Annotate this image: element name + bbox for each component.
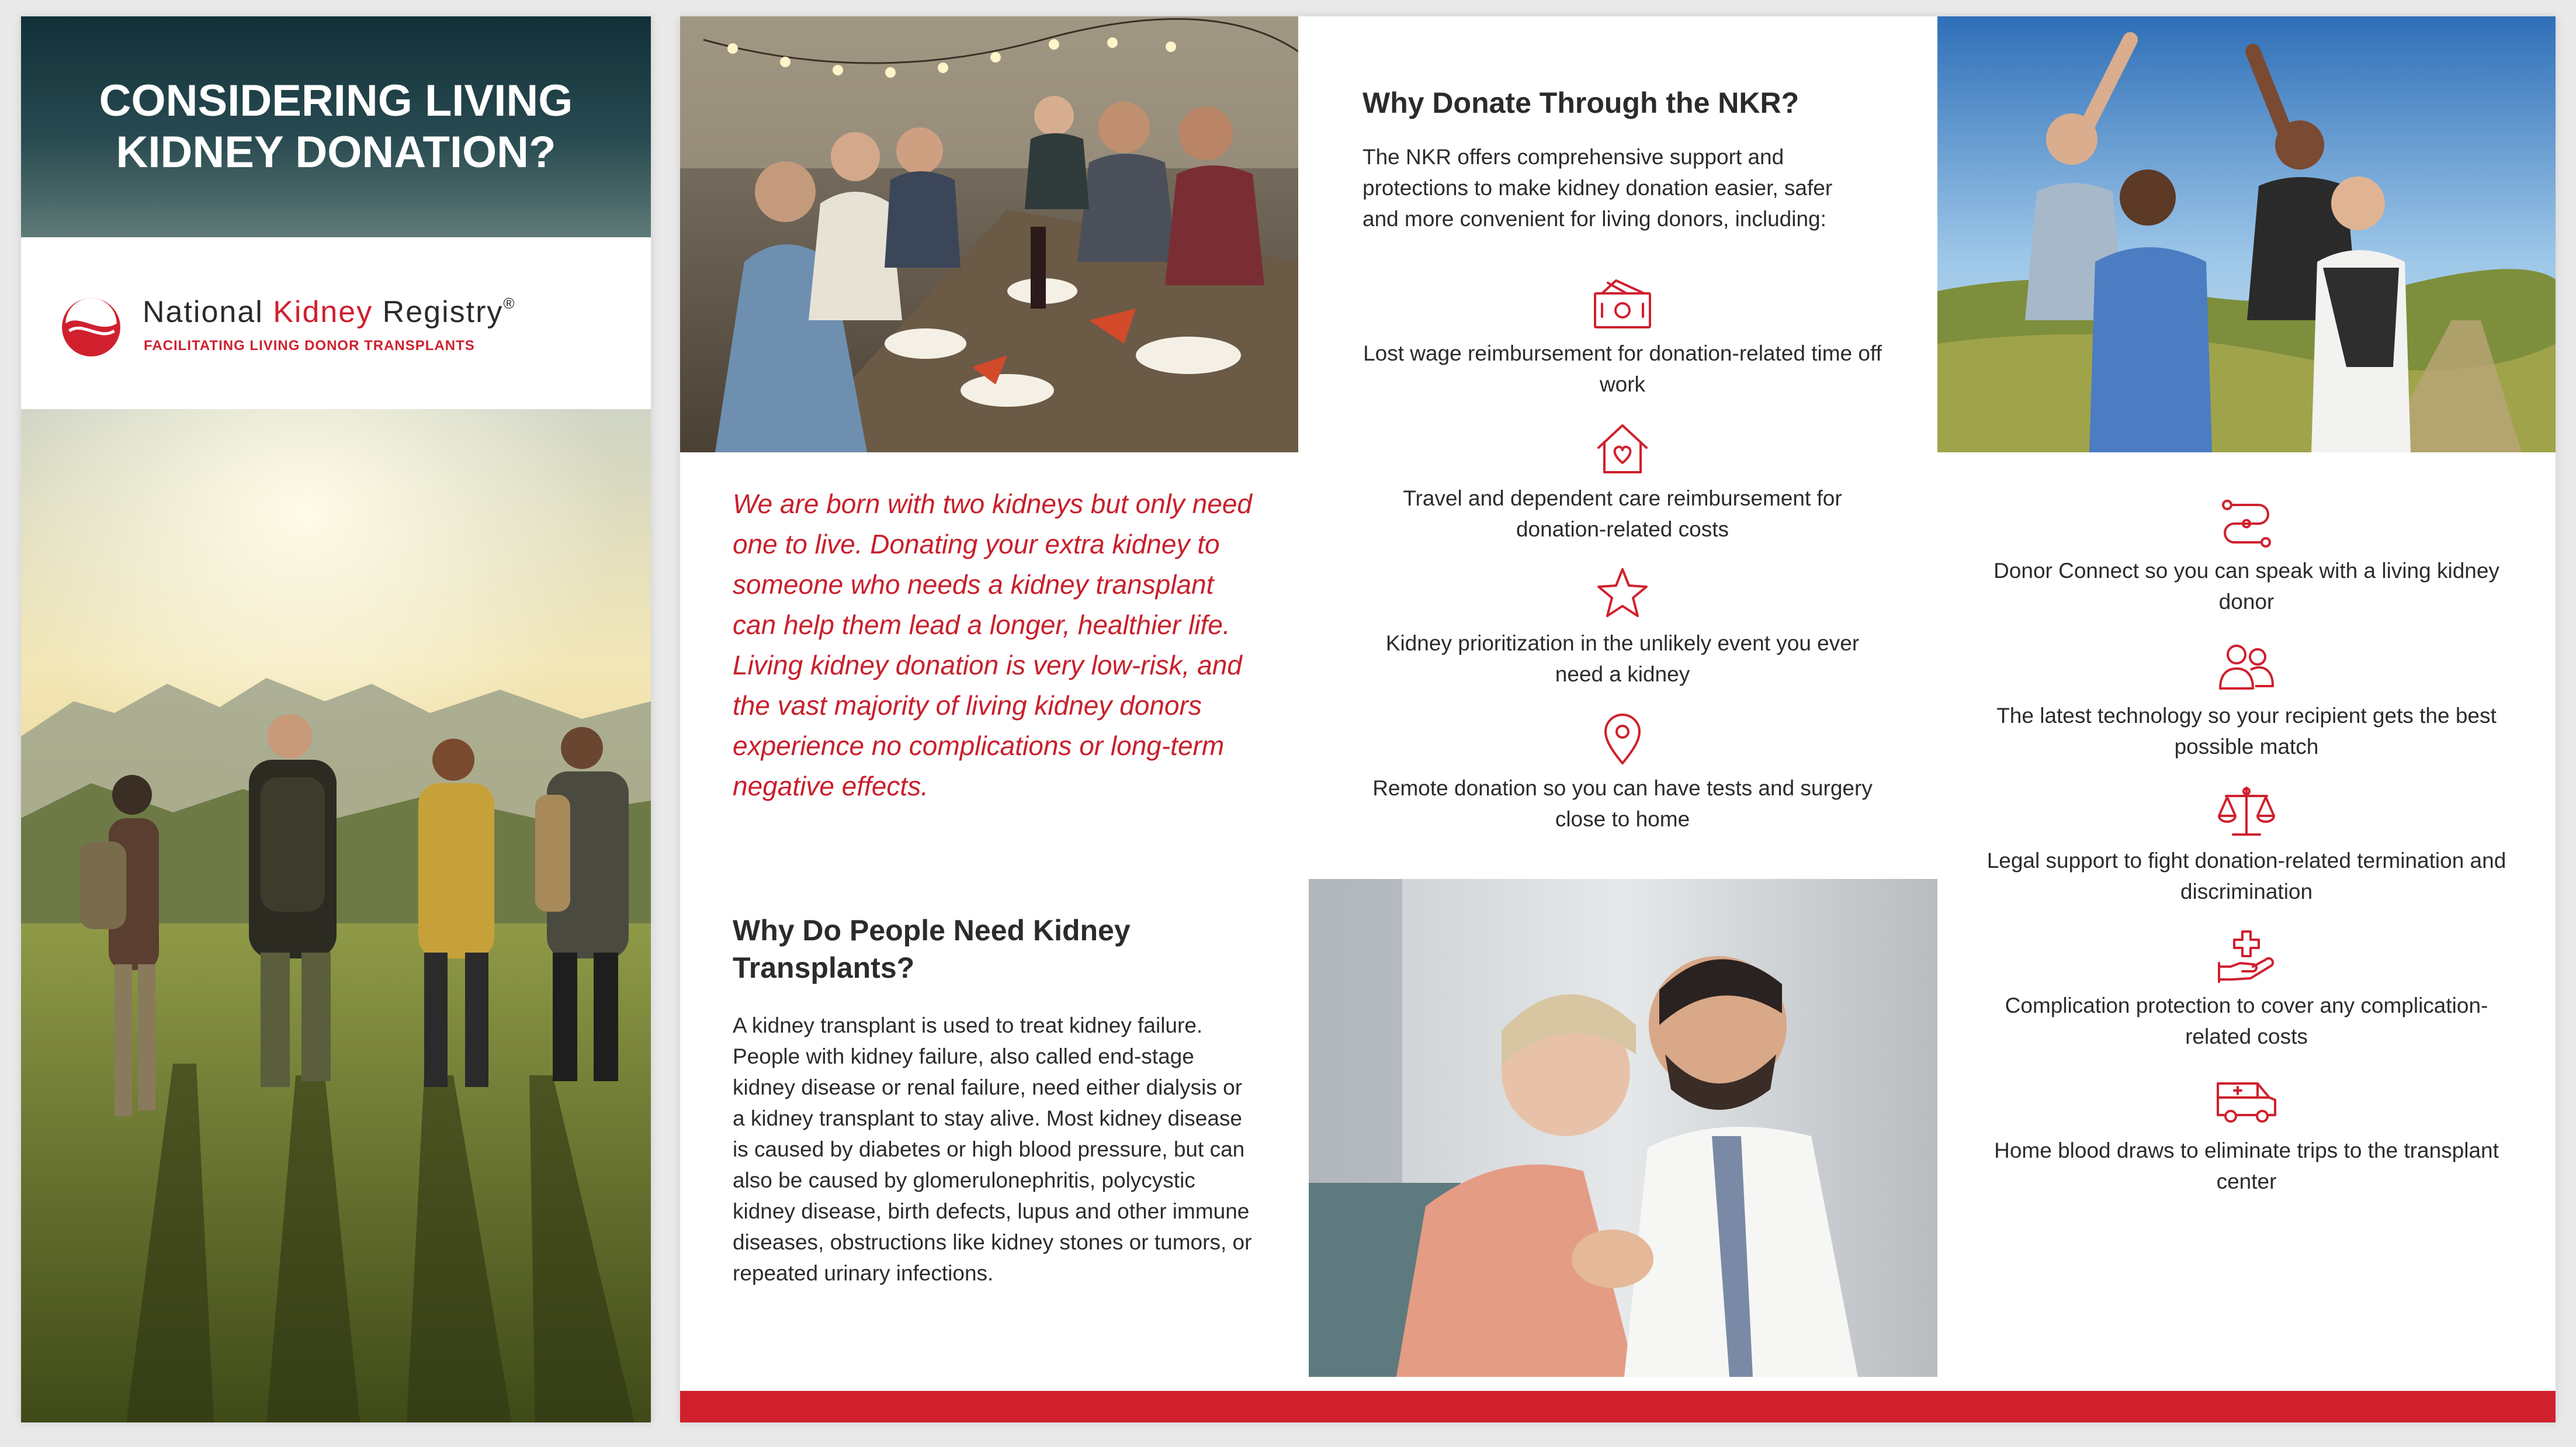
benefit-text: Lost wage reimbursement for donation-related time off work bbox=[1363, 341, 1882, 396]
cover-panel bbox=[21, 16, 651, 1422]
benefit-text: Travel and dependent care reimbursement for donation-related costs bbox=[1403, 486, 1842, 541]
benefit-prioritization bbox=[1360, 566, 1885, 690]
doctor-and-patient-photo bbox=[1309, 879, 1937, 1377]
need-heading: Why Do People Need Kidney Transplants? bbox=[733, 914, 1131, 984]
dinner-party-photo bbox=[680, 16, 1298, 452]
people-icon bbox=[2214, 638, 2279, 694]
cover-header bbox=[21, 16, 651, 237]
logo-tagline: FACILITATING LIVING DONOR TRANSPLANTS bbox=[144, 338, 475, 354]
why-body: The NKR offers comprehensive support and protections to make kidney donation easier, safer and more convenient for living donors, including: bbox=[1362, 145, 1833, 231]
benefit-text: Complication protection to cover any complication-related costs bbox=[2005, 993, 2488, 1048]
need-body: A kidney transplant is used to treat kidney failure. People with kidney failure, also called end-stage kidney disease or renal failure, need either dialysis or a kidney transplant to stay alive. Most kidney disease is caused by diabetes or high blood pressure, but can also be caused by glomerulonephritis, polycystic kidney disease, birth defects, lupus and other immune diseases, obstructions like kidney stones or tumors, or repeated urinary infections. bbox=[733, 1013, 1252, 1285]
intro-statement: We are born with two kidneys but only need one to live. Donating your extra kidney to someone who needs a kidney transplant can help them lead a longer, healthier life. Living kidney donation is very low-risk, and the vast majority of living kidney donors experience no complications or long-term negative effects. bbox=[733, 489, 1252, 801]
benefit-home-blood-draws bbox=[1984, 1073, 2509, 1197]
logo-wordmark bbox=[143, 295, 516, 330]
location-pin-icon bbox=[1590, 711, 1655, 767]
hikers-photo bbox=[21, 409, 651, 1422]
connection-icon bbox=[2214, 493, 2279, 549]
scales-icon bbox=[2214, 783, 2279, 839]
benefit-complication-protection bbox=[1984, 928, 2509, 1052]
logo-name-national: National bbox=[143, 295, 273, 329]
benefit-text: The latest technology so your recipient gets the best possible match bbox=[1996, 704, 2497, 759]
why-heading: Why Donate Through the NKR? bbox=[1362, 86, 1800, 119]
logo-band bbox=[21, 237, 651, 409]
benefit-text: Remote donation so you can have tests and surgery close to home bbox=[1372, 776, 1873, 831]
benefit-text: Donor Connect so you can speak with a living kidney donor bbox=[1993, 559, 2499, 614]
benefit-lost-wage bbox=[1360, 276, 1885, 400]
logo-name-kidney: Kidney bbox=[273, 295, 373, 329]
inside-spread bbox=[680, 16, 2556, 1422]
van-icon bbox=[2214, 1073, 2279, 1129]
benefit-remote-donation bbox=[1360, 711, 1885, 835]
benefit-technology bbox=[1984, 638, 2509, 762]
registered-mark: ® bbox=[503, 295, 516, 312]
benefit-text: Home blood draws to eliminate trips to the transplant center bbox=[1994, 1138, 2499, 1193]
nkr-logo-icon bbox=[61, 297, 122, 358]
friends-high-five-photo bbox=[1937, 16, 2556, 452]
footer-accent-bar bbox=[680, 1391, 2556, 1422]
money-icon bbox=[1590, 276, 1655, 332]
benefit-donor-connect bbox=[1984, 493, 2509, 617]
star-icon bbox=[1590, 566, 1655, 622]
hand-cross-icon bbox=[2214, 928, 2279, 984]
benefit-legal-support bbox=[1984, 783, 2509, 907]
cover-title: CONSIDERING LIVING KIDNEY DONATION? bbox=[99, 76, 573, 177]
benefit-text: Kidney prioritization in the unlikely event you ever need a kidney bbox=[1385, 631, 1860, 686]
benefit-text: Legal support to fight donation-related termination and discrimination bbox=[1986, 849, 2506, 903]
house-heart-icon bbox=[1590, 421, 1655, 477]
logo-name-registry: Registry bbox=[373, 295, 504, 329]
benefit-travel-care bbox=[1360, 421, 1885, 545]
